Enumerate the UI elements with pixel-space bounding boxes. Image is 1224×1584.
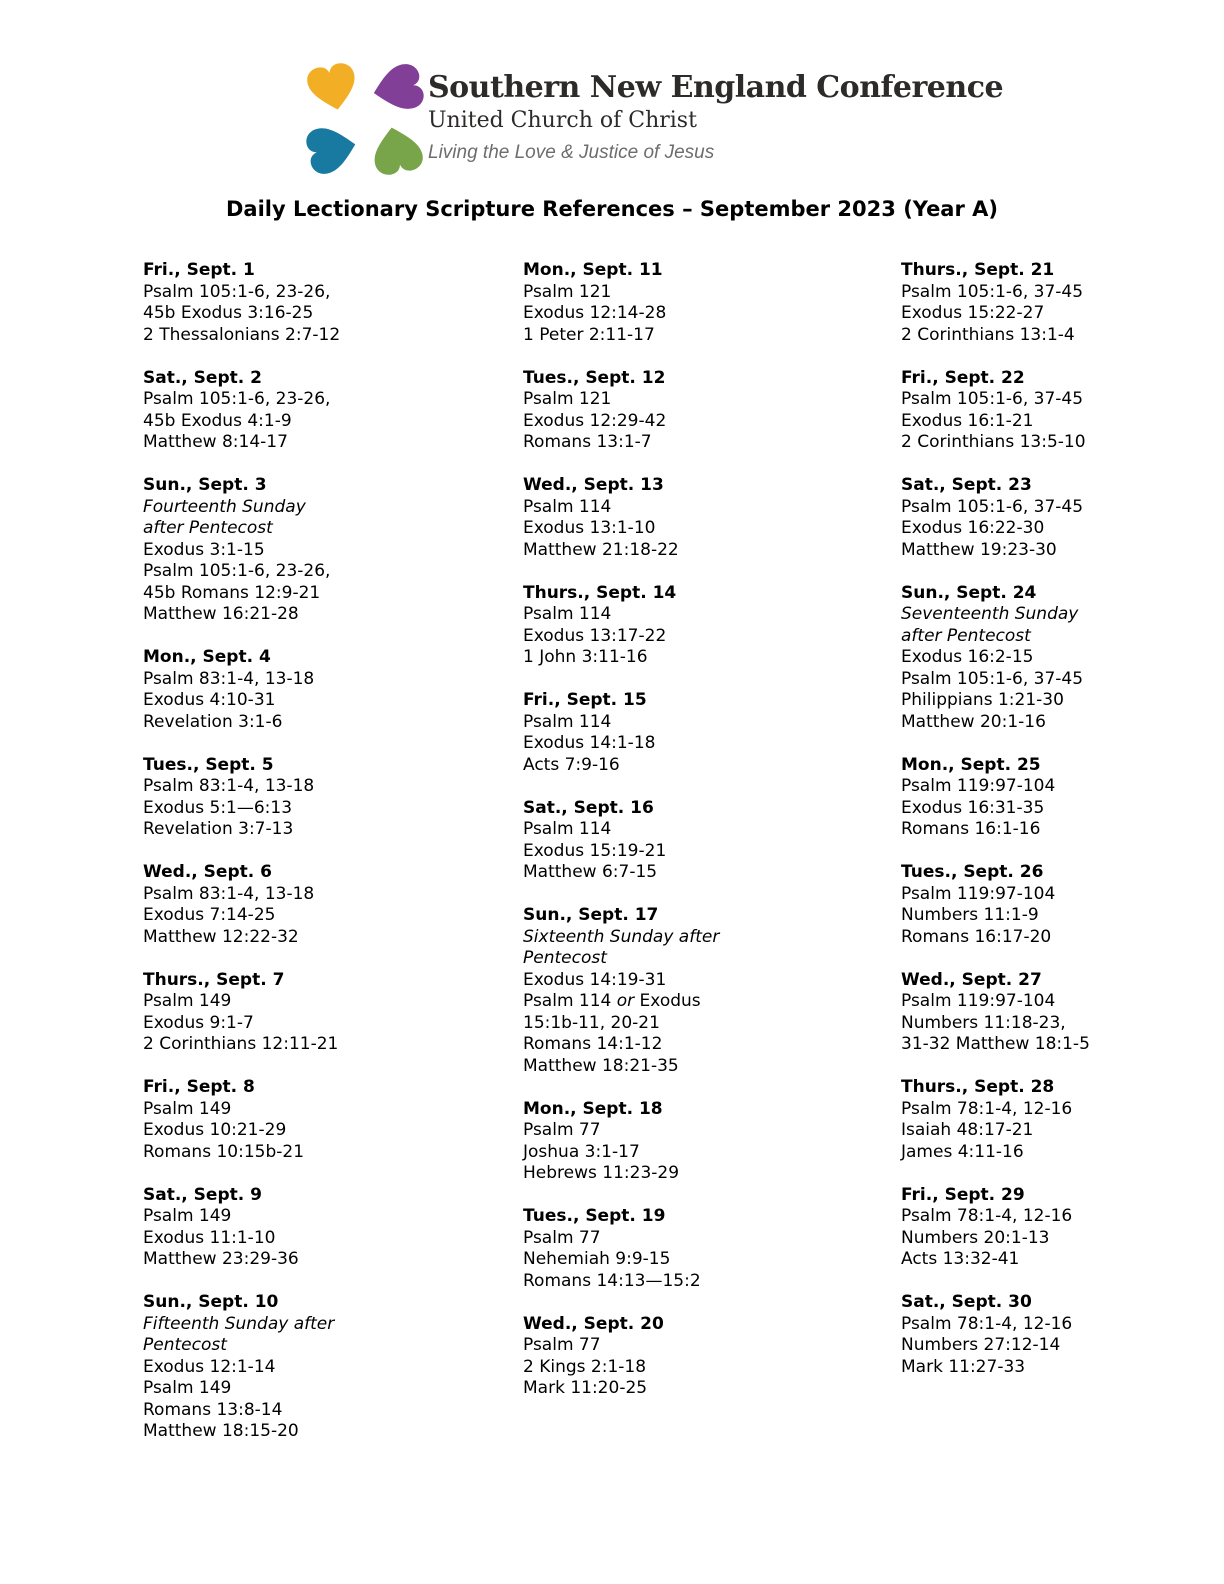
entry-day-header: Mon., Sept. 25 <box>901 754 1041 775</box>
org-subtitle: United Church of Christ <box>428 108 697 133</box>
scripture-line: Numbers 11:1-9 <box>901 905 1039 925</box>
scripture-line: Matthew 23:29-36 <box>143 1249 299 1269</box>
lectionary-entry <box>901 583 1224 734</box>
scripture-line: 15:1b-11, 20-21 <box>523 1012 660 1033</box>
lectionary-entry <box>523 798 883 884</box>
org-tagline: Living the Love & Justice of Jesus <box>428 142 715 163</box>
scripture-line: Psalm 105:1-6, 23-26, <box>143 281 331 302</box>
sunday-title-line: after Pentecost <box>143 518 273 538</box>
entry-day-header: Thurs., Sept. 7 <box>143 969 285 990</box>
scripture-line: Exodus 14:1-18 <box>523 733 656 753</box>
entry-day-header: Sun., Sept. 17 <box>523 905 659 925</box>
lectionary-entry <box>523 1099 883 1185</box>
entry-day-header: Sat., Sept. 2 <box>143 367 262 388</box>
scripture-line: Psalm 105:1-6, 23-26, <box>143 561 331 581</box>
scripture-line: 2 Corinthians 13:5-10 <box>901 432 1086 452</box>
heart-green <box>368 123 424 175</box>
org-name: Southern New England Conference <box>428 70 1004 105</box>
scripture-line: Exodus 7:14-25 <box>143 905 276 925</box>
scripture-line: Mark 11:20-25 <box>523 1378 648 1398</box>
sunday-title-line: Fifteenth Sunday after <box>143 1313 335 1334</box>
scripture-line: Psalm 78:1-4, 12-16 <box>901 1313 1073 1334</box>
scripture-line: Matthew 20:1-16 <box>901 711 1046 732</box>
scripture-line: Isaiah 48:17-21 <box>901 1120 1034 1140</box>
entry-day-header: Fri., Sept. 1 <box>143 260 255 280</box>
scripture-line: Exodus 16:31-35 <box>901 797 1045 818</box>
lectionary-column-1 <box>143 260 503 1464</box>
scripture-line: Romans 13:8-14 <box>143 1399 283 1420</box>
ucc-four-hearts-logo-icon <box>306 63 424 175</box>
scripture-line: Psalm 78:1-4, 12-16 <box>901 1098 1073 1119</box>
scripture-line: 2 Corinthians 13:1-4 <box>901 324 1075 345</box>
scripture-line: Matthew 16:21-28 <box>143 604 299 624</box>
entry-day-header: Mon., Sept. 11 <box>523 260 663 280</box>
scripture-line: 2 Kings 2:1-18 <box>523 1356 647 1377</box>
lectionary-entry <box>523 690 883 776</box>
scripture-line: Matthew 6:7-15 <box>523 862 658 882</box>
scripture-line: Romans 13:1-7 <box>523 432 652 452</box>
scripture-line: Matthew 18:15-20 <box>143 1421 299 1441</box>
lectionary-entry <box>143 1077 503 1163</box>
lectionary-entry <box>523 368 883 454</box>
lectionary-entry <box>143 970 503 1056</box>
scripture-line: Romans 14:13—15:2 <box>523 1270 701 1291</box>
scripture-line: Psalm 114 <box>523 496 612 517</box>
scripture-line: Psalm 119:97-104 <box>901 883 1056 904</box>
entry-day-header: Thurs., Sept. 21 <box>901 260 1055 280</box>
entry-day-header: Wed., Sept. 20 <box>523 1313 664 1334</box>
entry-day-header: Tues., Sept. 19 <box>523 1206 666 1226</box>
sunday-title-line: after Pentecost <box>901 625 1031 646</box>
entry-day-header: Mon., Sept. 18 <box>523 1098 663 1119</box>
scripture-line: Exodus 16:2-15 <box>901 647 1034 667</box>
entry-day-header: Sun., Sept. 10 <box>143 1292 279 1312</box>
scripture-line: Exodus 10:21-29 <box>143 1120 287 1140</box>
scripture-line: Psalm 149 <box>143 1206 232 1226</box>
scripture-or-word: or <box>616 991 635 1011</box>
scripture-line: Psalm 114 <box>523 711 612 732</box>
lectionary-entry <box>901 1185 1224 1271</box>
scripture-line: 1 Peter 2:11-17 <box>523 324 655 345</box>
scripture-line: 31-32 Matthew 18:1-5 <box>901 1034 1090 1054</box>
entry-day-header: Sat., Sept. 9 <box>143 1184 262 1205</box>
scripture-line: Matthew 21:18-22 <box>523 539 679 560</box>
entry-day-header: Tues., Sept. 12 <box>523 367 666 388</box>
sunday-title-line: Pentecost <box>523 948 607 968</box>
scripture-line: Exodus 12:29-42 <box>523 410 667 431</box>
lectionary-entry <box>143 755 503 841</box>
scripture-line: Romans 10:15b-21 <box>143 1141 305 1162</box>
lectionary-entry <box>523 475 883 561</box>
entry-day-header: Fri., Sept. 15 <box>523 690 647 710</box>
scripture-line: 2 Thessalonians 2:7-12 <box>143 324 341 345</box>
scripture-line: Psalm 77 <box>523 1120 601 1140</box>
scripture-line: Exodus 12:1-14 <box>143 1356 276 1377</box>
sunday-title-line: Fourteenth Sunday <box>143 496 306 517</box>
heart-purple <box>369 63 424 115</box>
entry-day-header: Thurs., Sept. 28 <box>901 1077 1055 1097</box>
scripture-line: Psalm 77 <box>523 1227 601 1248</box>
scripture-line: Nehemiah 9:9-15 <box>523 1249 671 1269</box>
scripture-line: Acts 13:32-41 <box>901 1249 1020 1269</box>
lectionary-entry <box>143 368 503 454</box>
scripture-line: Numbers 27:12-14 <box>901 1335 1061 1355</box>
scripture-line: Romans 16:1-16 <box>901 819 1041 839</box>
heart-gold <box>306 63 361 114</box>
scripture-line: Psalm 114 <box>523 604 612 624</box>
lectionary-entry <box>901 862 1224 948</box>
scripture-line: Revelation 3:1-6 <box>143 711 283 732</box>
scripture-line: 45b Exodus 3:16-25 <box>143 303 314 323</box>
lectionary-entry <box>143 647 503 733</box>
scripture-line: Psalm 83:1-4, 13-18 <box>143 776 315 796</box>
entry-day-header: Fri., Sept. 29 <box>901 1184 1025 1205</box>
lectionary-entry <box>901 1077 1224 1163</box>
scripture-line: Matthew 12:22-32 <box>143 926 299 947</box>
scripture-line: Psalm 105:1-6, 37-45 <box>901 668 1084 689</box>
scripture-line: Exodus 13:17-22 <box>523 625 667 646</box>
scripture-line: Matthew 18:21-35 <box>523 1055 679 1076</box>
scripture-line: Psalm 119:97-104 <box>901 776 1056 796</box>
lectionary-entry <box>901 260 1224 346</box>
heart-blue <box>306 122 360 175</box>
scripture-line: Exodus 13:1-10 <box>523 518 656 538</box>
scripture-line: Psalm 105:1-6, 23-26, <box>143 389 331 409</box>
scripture-line: 45b Romans 12:9-21 <box>143 582 321 603</box>
scripture-line: Exodus 4:10-31 <box>143 690 276 710</box>
scripture-line: Psalm 105:1-6, 37-45 <box>901 496 1084 517</box>
entry-day-header: Sun., Sept. 3 <box>143 475 267 495</box>
document-title: Daily Lectionary Scripture References – September 2023 (Year A) <box>226 197 998 221</box>
lectionary-entry <box>523 1314 883 1400</box>
lectionary-entry <box>523 260 883 346</box>
scripture-line: 45b Exodus 4:1-9 <box>143 410 292 431</box>
entry-day-header: Tues., Sept. 5 <box>143 754 274 775</box>
scripture-line: Psalm 83:1-4, 13-18 <box>143 883 315 904</box>
scripture-line: Exodus 16:1-21 <box>901 410 1034 431</box>
scripture-line: Exodus 3:1-15 <box>143 539 265 560</box>
lectionary-entry <box>143 260 503 346</box>
lectionary-entry <box>523 1206 883 1292</box>
lectionary-entry <box>523 583 883 669</box>
scripture-line: Psalm 149 <box>143 1098 232 1119</box>
scripture-line: Revelation 3:7-13 <box>143 819 294 839</box>
scripture-line: Exodus 15:19-21 <box>523 840 667 861</box>
lectionary-entry <box>901 368 1224 454</box>
scripture-line: 2 Corinthians 12:11-21 <box>143 1034 339 1054</box>
entry-day-header: Fri., Sept. 22 <box>901 367 1025 388</box>
entry-day-header: Sun., Sept. 24 <box>901 582 1037 603</box>
logo-text-block <box>428 70 1003 166</box>
scripture-line: Psalm 77 <box>523 1335 601 1355</box>
lectionary-entry <box>523 905 883 1077</box>
scripture-line <box>523 991 883 1013</box>
lectionary-entry <box>143 862 503 948</box>
sunday-title-line: Pentecost <box>143 1335 227 1355</box>
scripture-line: Psalm 105:1-6, 37-45 <box>901 281 1084 302</box>
scripture-line: Psalm 121 <box>523 281 612 302</box>
lectionary-column-3 <box>901 260 1224 1400</box>
entry-day-header: Wed., Sept. 13 <box>523 475 664 495</box>
entry-day-header: Wed., Sept. 27 <box>901 969 1042 990</box>
entry-day-header: Mon., Sept. 4 <box>143 647 271 667</box>
scripture-line: Hebrews 11:23-29 <box>523 1163 680 1183</box>
scripture-line: Exodus 11:1-10 <box>143 1227 276 1248</box>
scripture-line: Philippians 1:21-30 <box>901 690 1064 710</box>
lectionary-entry <box>143 475 503 626</box>
entry-day-header: Sat., Sept. 16 <box>523 797 654 818</box>
scripture-line: Matthew 19:23-30 <box>901 539 1057 560</box>
sunday-title-line: Seventeenth Sunday <box>901 604 1079 624</box>
scripture-line: Exodus 16:22-30 <box>901 518 1045 538</box>
scripture-line: Romans 14:1-12 <box>523 1034 663 1054</box>
scripture-line: 1 John 3:11-16 <box>523 647 648 667</box>
scripture-line: Numbers 11:18-23, <box>901 1012 1066 1033</box>
scripture-line: Mark 11:27-33 <box>901 1356 1026 1377</box>
scripture-line: Psalm 119:97-104 <box>901 991 1056 1011</box>
scripture-line: Exodus 15:22-27 <box>901 303 1045 323</box>
lectionary-entry <box>143 1292 503 1443</box>
lectionary-entry <box>901 475 1224 561</box>
sunday-title-line: Sixteenth Sunday after <box>523 926 720 947</box>
scripture-line: Psalm 105:1-6, 37-45 <box>901 389 1084 409</box>
scripture-line: Psalm 149 <box>143 1378 232 1398</box>
entry-day-header: Tues., Sept. 26 <box>901 862 1044 882</box>
scripture-line: Numbers 20:1-13 <box>901 1227 1050 1248</box>
entry-day-header: Thurs., Sept. 14 <box>523 582 677 603</box>
entry-day-header: Wed., Sept. 6 <box>143 862 272 882</box>
scripture-segment: Exodus <box>634 991 701 1011</box>
scripture-line: Exodus 14:19-31 <box>523 969 667 990</box>
scripture-line: Exodus 12:14-28 <box>523 303 667 323</box>
lectionary-entry <box>143 1185 503 1271</box>
scripture-line: Joshua 3:1-17 <box>523 1141 640 1162</box>
scripture-line: Psalm 78:1-4, 12-16 <box>901 1206 1073 1226</box>
scripture-line: Exodus 9:1-7 <box>143 1012 254 1033</box>
lectionary-entry <box>901 970 1224 1056</box>
entry-day-header: Sat., Sept. 23 <box>901 475 1032 495</box>
lectionary-entry <box>901 755 1224 841</box>
scripture-line: Romans 16:17-20 <box>901 926 1052 947</box>
scripture-line: Matthew 8:14-17 <box>143 432 288 452</box>
scripture-segment: Psalm 114 <box>523 991 617 1011</box>
scripture-line: Exodus 5:1—6:13 <box>143 797 293 818</box>
entry-day-header: Fri., Sept. 8 <box>143 1077 255 1097</box>
scripture-line: Psalm 114 <box>523 819 612 839</box>
scripture-line: Psalm 83:1-4, 13-18 <box>143 668 315 689</box>
scripture-line: James 4:11-16 <box>901 1141 1024 1162</box>
lectionary-entry <box>901 1292 1224 1378</box>
scripture-line: Acts 7:9-16 <box>523 754 620 775</box>
entry-day-header: Sat., Sept. 30 <box>901 1292 1032 1312</box>
lectionary-column-2 <box>523 260 883 1421</box>
scripture-line: Psalm 121 <box>523 389 612 409</box>
scripture-line: Psalm 149 <box>143 991 232 1011</box>
